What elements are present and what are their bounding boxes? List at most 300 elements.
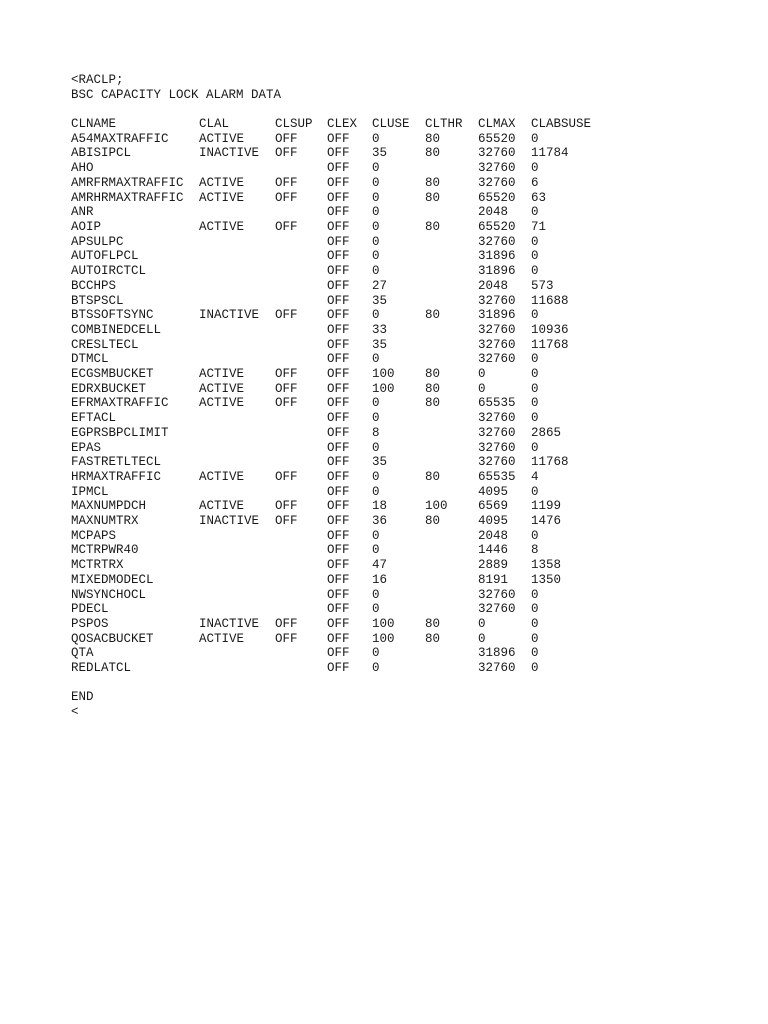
cell-clex: OFF: [327, 249, 350, 264]
cell-clname: A54MAXTRAFFIC: [71, 131, 169, 146]
cell-clabsuse: 0: [531, 367, 539, 382]
table-row: [71, 441, 601, 456]
cell-clmax: 8191: [478, 572, 509, 587]
cell-clname: AOIP: [71, 219, 102, 234]
cell-clal: ACTIVE: [199, 175, 245, 190]
cell-cluse: 0: [372, 234, 380, 249]
cell-clmax: 4095: [478, 514, 509, 529]
cell-clabsuse: 11768: [531, 337, 569, 352]
cell-clname: ECGSMBUCKET: [71, 367, 154, 382]
column-header-clex: CLEX: [327, 117, 358, 132]
cell-clex: OFF: [327, 278, 350, 293]
cell-clex: OFF: [327, 661, 350, 676]
cell-clthr: [425, 205, 478, 220]
cell-clthr: 100: [425, 499, 448, 514]
cell-clthr: 80: [425, 308, 441, 323]
cell-clthr: [425, 543, 478, 558]
cell-clabsuse: 71: [531, 219, 547, 234]
cell-clmax: 32760: [478, 411, 516, 426]
cell-clabsuse: 0: [531, 264, 539, 279]
table-row: [71, 455, 601, 470]
cell-clal: [199, 294, 275, 309]
cell-clex: OFF: [327, 543, 350, 558]
table-row: [71, 220, 601, 235]
cell-cluse: 0: [372, 219, 380, 234]
cell-clname: BTSPSCL: [71, 293, 124, 308]
cell-clmax: 2048: [478, 528, 509, 543]
cell-clname: IPMCL: [71, 484, 109, 499]
cell-clthr: [425, 249, 478, 264]
cell-clex: OFF: [327, 190, 350, 205]
cell-clthr: 80: [425, 631, 441, 646]
table-row: [71, 264, 601, 279]
cell-clex: OFF: [327, 396, 350, 411]
cell-clsup: [275, 529, 327, 544]
cell-clex: OFF: [327, 514, 350, 529]
table-header: [71, 117, 601, 132]
cell-clabsuse: 0: [531, 484, 539, 499]
table-row: [71, 588, 601, 603]
cell-clabsuse: 0: [531, 631, 539, 646]
cell-clmax: 31896: [478, 646, 516, 661]
table-row: [71, 396, 601, 411]
cell-clname: MCTRPWR40: [71, 543, 139, 558]
cell-clal: ACTIVE: [199, 381, 245, 396]
cell-clal: [199, 279, 275, 294]
cell-clthr: 80: [425, 616, 441, 631]
cell-clsup: [275, 646, 327, 661]
cell-clsup: [275, 323, 327, 338]
cell-clmax: 32760: [478, 352, 516, 367]
report-title: BSC CAPACITY LOCK ALARM DATA: [71, 87, 282, 102]
cell-clthr: 80: [425, 175, 441, 190]
cell-clmax: 2889: [478, 558, 509, 573]
cell-clthr: [425, 602, 478, 617]
cell-clname: APSULPC: [71, 234, 124, 249]
table-row: [71, 426, 601, 441]
cell-clex: OFF: [327, 411, 350, 426]
cell-clabsuse: 0: [531, 411, 539, 426]
cell-clsup: [275, 588, 327, 603]
cell-clabsuse: 0: [531, 249, 539, 264]
cell-clal: [199, 573, 275, 588]
cell-clal: [199, 161, 275, 176]
cell-clthr: [425, 352, 478, 367]
cell-clabsuse: 4: [531, 469, 539, 484]
cell-clmax: 0: [478, 616, 486, 631]
cell-clmax: 32760: [478, 322, 516, 337]
cell-clsup: OFF: [275, 396, 298, 411]
cell-cluse: 35: [372, 337, 388, 352]
cell-clsup: [275, 573, 327, 588]
cell-clsup: [275, 264, 327, 279]
table-row: [71, 146, 601, 161]
cell-cluse: 33: [372, 322, 388, 337]
column-header-clal: CLAL: [199, 117, 230, 132]
cell-clabsuse: 0: [531, 234, 539, 249]
cell-clname: EDRXBUCKET: [71, 381, 147, 396]
cell-clname: NWSYNCHOCL: [71, 587, 147, 602]
table-row: [71, 411, 601, 426]
cell-clname: MCTRTRX: [71, 558, 124, 573]
cell-clabsuse: 0: [531, 440, 539, 455]
cell-clex: OFF: [327, 308, 350, 323]
cell-cluse: 35: [372, 293, 388, 308]
cell-cluse: 100: [372, 616, 395, 631]
table-row: [71, 382, 601, 397]
cell-clthr: [425, 646, 478, 661]
cell-cluse: 0: [372, 264, 380, 279]
table-row: [71, 602, 601, 617]
cell-clthr: [425, 485, 478, 500]
cell-clal: [199, 455, 275, 470]
cell-clthr: [425, 441, 478, 456]
table-row: [71, 323, 601, 338]
cell-clal: ACTIVE: [199, 396, 245, 411]
cell-clal: [199, 205, 275, 220]
table-row: [71, 514, 601, 529]
table-row: [71, 338, 601, 353]
table-row: [71, 176, 601, 191]
cell-clsup: OFF: [275, 131, 298, 146]
cell-clsup: [275, 661, 327, 676]
cell-cluse: 0: [372, 205, 380, 220]
cell-clmax: 65535: [478, 396, 516, 411]
cell-clal: ACTIVE: [199, 131, 245, 146]
cell-clal: [199, 485, 275, 500]
cell-clmax: 6569: [478, 499, 509, 514]
cell-clmax: 32760: [478, 661, 516, 676]
cell-clex: OFF: [327, 499, 350, 514]
table-row: [71, 529, 601, 544]
cell-cluse: 0: [372, 602, 380, 617]
spacer: [71, 676, 731, 691]
cell-clsup: OFF: [275, 631, 298, 646]
cell-clmax: 32760: [478, 425, 516, 440]
cell-clsup: OFF: [275, 146, 298, 161]
cell-clmax: 31896: [478, 264, 516, 279]
cell-clsup: [275, 426, 327, 441]
cell-cluse: 0: [372, 469, 380, 484]
cell-clex: OFF: [327, 381, 350, 396]
cell-clal: ACTIVE: [199, 469, 245, 484]
cell-clname: PDECL: [71, 602, 109, 617]
table-row: [71, 132, 601, 147]
cell-clmax: 65520: [478, 190, 516, 205]
table-row: [71, 558, 601, 573]
table-row: [71, 661, 601, 676]
cell-clal: ACTIVE: [199, 367, 245, 382]
cell-clex: OFF: [327, 558, 350, 573]
cell-clsup: OFF: [275, 616, 298, 631]
cell-clthr: [425, 279, 478, 294]
cell-clsup: OFF: [275, 367, 298, 382]
cell-clal: INACTIVE: [199, 616, 260, 631]
cell-clal: [199, 249, 275, 264]
cell-clsup: [275, 161, 327, 176]
cell-clex: OFF: [327, 469, 350, 484]
cell-clthr: [425, 661, 478, 676]
cell-cluse: 0: [372, 661, 380, 676]
cell-clsup: [275, 455, 327, 470]
cell-clabsuse: 1358: [531, 558, 562, 573]
cell-clname: MCPAPS: [71, 528, 117, 543]
table-row: [71, 191, 601, 206]
cell-clthr: 80: [425, 219, 441, 234]
cell-clmax: 32760: [478, 440, 516, 455]
cell-clmax: 1446: [478, 543, 509, 558]
table-row: [71, 499, 601, 514]
cell-clabsuse: 0: [531, 161, 539, 176]
cell-clex: OFF: [327, 146, 350, 161]
table-body: [71, 132, 601, 676]
cell-cluse: 0: [372, 411, 380, 426]
cell-clal: ACTIVE: [199, 499, 245, 514]
cell-clsup: [275, 352, 327, 367]
cell-clal: [199, 661, 275, 676]
cell-clabsuse: 0: [531, 587, 539, 602]
cell-clex: OFF: [327, 587, 350, 602]
cell-clthr: [425, 558, 478, 573]
cell-cluse: 8: [372, 425, 380, 440]
cell-clex: OFF: [327, 175, 350, 190]
cell-clsup: OFF: [275, 219, 298, 234]
cell-clabsuse: 0: [531, 131, 539, 146]
cell-clmax: 0: [478, 631, 486, 646]
column-header-clabsuse: CLABSUSE: [531, 117, 592, 132]
cell-clabsuse: 0: [531, 352, 539, 367]
cell-clthr: [425, 455, 478, 470]
table-row: [71, 308, 601, 323]
cell-clname: ANR: [71, 205, 94, 220]
cell-clal: ACTIVE: [199, 190, 245, 205]
table-row: [71, 543, 601, 558]
cell-clex: OFF: [327, 161, 350, 176]
cell-clsup: [275, 441, 327, 456]
cell-clthr: 80: [425, 381, 441, 396]
cell-clabsuse: 0: [531, 602, 539, 617]
cell-cluse: 0: [372, 175, 380, 190]
cell-clal: [199, 235, 275, 250]
cell-clmax: 32760: [478, 602, 516, 617]
cell-clex: OFF: [327, 131, 350, 146]
table-row: [71, 617, 601, 632]
cell-clsup: [275, 279, 327, 294]
cell-clex: OFF: [327, 234, 350, 249]
cell-clmax: 2048: [478, 278, 509, 293]
cell-clabsuse: 1476: [531, 514, 562, 529]
cell-clex: OFF: [327, 455, 350, 470]
cell-clname: AUTOIRCTCL: [71, 264, 147, 279]
end-marker: END: [71, 690, 94, 705]
cell-clex: OFF: [327, 616, 350, 631]
cell-cluse: 0: [372, 352, 380, 367]
cell-clabsuse: 11784: [531, 146, 569, 161]
cell-clthr: 80: [425, 190, 441, 205]
cell-clsup: [275, 338, 327, 353]
cell-clthr: [425, 529, 478, 544]
table-row: [71, 235, 601, 250]
cell-clabsuse: 11688: [531, 293, 569, 308]
table-row: [71, 367, 601, 382]
cell-clal: [199, 588, 275, 603]
cell-clabsuse: 63: [531, 190, 547, 205]
cell-clmax: 65520: [478, 131, 516, 146]
cell-clthr: [425, 264, 478, 279]
cell-clabsuse: 10936: [531, 322, 569, 337]
cell-clmax: 32760: [478, 337, 516, 352]
cell-clsup: [275, 235, 327, 250]
cell-clmax: 32760: [478, 455, 516, 470]
cell-clex: OFF: [327, 572, 350, 587]
cell-clal: [199, 323, 275, 338]
cell-clthr: [425, 294, 478, 309]
printout: [71, 73, 731, 720]
table-row: [71, 161, 601, 176]
cell-clex: OFF: [327, 264, 350, 279]
cell-cluse: 0: [372, 308, 380, 323]
cell-clabsuse: 8: [531, 543, 539, 558]
cell-clname: CRESLTECL: [71, 337, 139, 352]
cell-clex: OFF: [327, 528, 350, 543]
cell-clal: [199, 529, 275, 544]
cell-clmax: 32760: [478, 234, 516, 249]
cell-clthr: 80: [425, 146, 441, 161]
cell-clex: OFF: [327, 367, 350, 382]
cell-clsup: OFF: [275, 514, 298, 529]
cell-clex: OFF: [327, 602, 350, 617]
cell-clmax: 31896: [478, 249, 516, 264]
cell-clal: [199, 426, 275, 441]
cell-clabsuse: 573: [531, 278, 554, 293]
cell-clsup: [275, 485, 327, 500]
cell-clsup: [275, 205, 327, 220]
cell-clsup: [275, 411, 327, 426]
spacer: [71, 102, 731, 117]
cell-clthr: 80: [425, 396, 441, 411]
cell-clal: [199, 543, 275, 558]
cell-clal: [199, 646, 275, 661]
cell-clthr: [425, 235, 478, 250]
cell-cluse: 100: [372, 367, 395, 382]
cell-clal: [199, 264, 275, 279]
cell-clmax: 32760: [478, 161, 516, 176]
cell-cluse: 16: [372, 572, 388, 587]
cell-cluse: 0: [372, 528, 380, 543]
cell-clsup: [275, 602, 327, 617]
cell-clabsuse: 0: [531, 396, 539, 411]
cell-cluse: 0: [372, 646, 380, 661]
command-line: <RACLP;: [71, 73, 124, 87]
cell-cluse: 18: [372, 499, 388, 514]
cell-clname: EGPRSBPCLIMIT: [71, 425, 169, 440]
table-row: [71, 632, 601, 647]
cell-clex: OFF: [327, 646, 350, 661]
table-row: [71, 646, 601, 661]
cell-clmax: 32760: [478, 293, 516, 308]
cell-cluse: 0: [372, 587, 380, 602]
cell-clname: MIXEDMODECL: [71, 572, 154, 587]
cell-clex: OFF: [327, 219, 350, 234]
cell-clthr: [425, 588, 478, 603]
cell-clal: INACTIVE: [199, 308, 260, 323]
cell-clname: AMRHRMAXTRAFFIC: [71, 190, 184, 205]
cell-clthr: [425, 161, 478, 176]
cell-clal: [199, 411, 275, 426]
column-header-clthr: CLTHR: [425, 117, 463, 132]
cell-clsup: OFF: [275, 469, 298, 484]
cell-cluse: 0: [372, 440, 380, 455]
cell-clex: OFF: [327, 337, 350, 352]
cell-clname: EPAS: [71, 440, 102, 455]
cell-clsup: [275, 543, 327, 558]
cell-clabsuse: 0: [531, 616, 539, 631]
cell-clabsuse: 0: [531, 528, 539, 543]
cell-clsup: OFF: [275, 381, 298, 396]
cell-cluse: 0: [372, 484, 380, 499]
cell-clthr: 80: [425, 469, 441, 484]
column-header-clname: CLNAME: [71, 117, 117, 132]
cell-clname: EFRMAXTRAFFIC: [71, 396, 169, 411]
cell-clsup: OFF: [275, 175, 298, 190]
cell-clname: REDLATCL: [71, 661, 132, 676]
table-row: [71, 205, 601, 220]
cell-cluse: 35: [372, 455, 388, 470]
cell-clal: INACTIVE: [199, 146, 260, 161]
cell-clsup: OFF: [275, 499, 298, 514]
cell-cluse: 0: [372, 396, 380, 411]
cell-clmax: 0: [478, 381, 486, 396]
cell-clsup: [275, 558, 327, 573]
cell-clex: OFF: [327, 484, 350, 499]
cell-clname: AHO: [71, 161, 94, 176]
cell-cluse: 0: [372, 190, 380, 205]
cell-clmax: 32760: [478, 587, 516, 602]
cell-clthr: [425, 411, 478, 426]
cell-cluse: 0: [372, 543, 380, 558]
table-row: [71, 249, 601, 264]
cell-clthr: [425, 573, 478, 588]
cell-clabsuse: 1199: [531, 499, 562, 514]
table-row: [71, 279, 601, 294]
cell-clname: FASTRETLTECL: [71, 455, 162, 470]
cell-clal: INACTIVE: [199, 514, 260, 529]
cell-clabsuse: 11768: [531, 455, 569, 470]
column-header-clsup: CLSUP: [275, 117, 313, 132]
cell-clex: OFF: [327, 352, 350, 367]
table-row: [71, 294, 601, 309]
cell-clmax: 32760: [478, 146, 516, 161]
cell-cluse: 100: [372, 381, 395, 396]
table-row: [71, 470, 601, 485]
cell-cluse: 47: [372, 558, 388, 573]
cell-clal: [199, 558, 275, 573]
cell-clmax: 31896: [478, 308, 516, 323]
cell-clname: QTA: [71, 646, 94, 661]
table-row: [71, 485, 601, 500]
cell-clname: ABISIPCL: [71, 146, 132, 161]
cell-clabsuse: 0: [531, 661, 539, 676]
cell-clmax: 65535: [478, 469, 516, 484]
cell-clal: [199, 602, 275, 617]
cell-clal: ACTIVE: [199, 219, 245, 234]
cell-clname: MAXNUMTRX: [71, 514, 139, 529]
cell-cluse: 0: [372, 131, 380, 146]
table-row: [71, 573, 601, 588]
cell-cluse: 27: [372, 278, 388, 293]
table-row: [71, 352, 601, 367]
cell-clname: EFTACL: [71, 411, 117, 426]
